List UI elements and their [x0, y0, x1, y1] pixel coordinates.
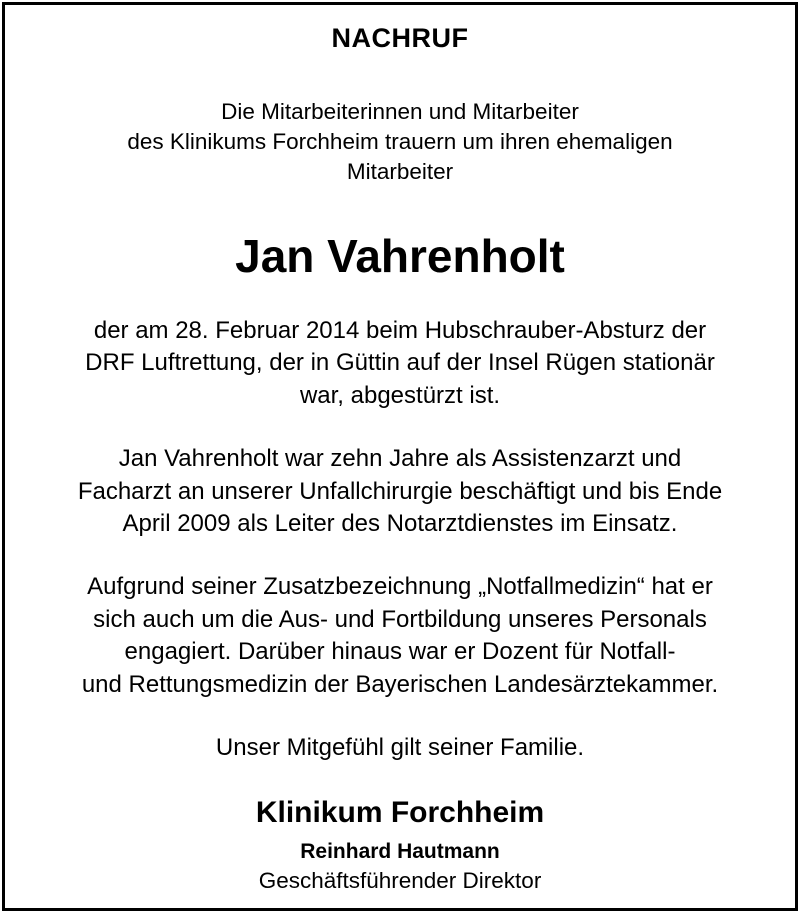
organization-name: Klinikum Forchheim	[255, 796, 545, 829]
paragraph-line: April 2009 als Leiter des Notarztdienstes im Einsatz.	[122, 510, 678, 537]
intro-line: des Klinikums Forchheim trauern um ihren ehemaligen	[127, 129, 673, 154]
paragraph-line: Facharzt an unserer Unfallchirurgie beschäftigt und bis Ende	[77, 478, 723, 505]
paragraph-line: der am 28. Februar 2014 beim Hubschrauber-Absturz der	[93, 317, 707, 344]
paragraph-line: war, abgestürzt ist.	[299, 382, 501, 409]
signer-name: Reinhard Hautmann	[300, 840, 500, 863]
signer-title: Geschäftsführender Direktor	[258, 868, 542, 893]
paragraph-line: sich auch um die Aus- und Fortbildung unseres Personals	[93, 606, 707, 633]
paragraph-line: Jan Vahrenholt war zehn Jahre als Assistenzarzt und	[118, 445, 682, 472]
paragraph-line: DRF Luftrettung, der in Güttin auf der Insel Rügen stationär	[85, 349, 715, 376]
deceased-name: Jan Vahrenholt	[235, 230, 565, 282]
intro-line: Mitarbeiter	[346, 159, 454, 184]
notice-heading: NACHRUF	[331, 23, 469, 53]
paragraph-line: Aufgrund seiner Zusatzbezeichnung „Notfallmedizin“ hat er	[87, 573, 713, 600]
obituary-notice	[2, 2, 798, 911]
intro-line: Die Mitarbeiterinnen und Mitarbeiter	[221, 99, 579, 124]
paragraph-line: und Rettungsmedizin der Bayerischen Landesärztekammer.	[81, 671, 719, 698]
condolence-line: Unser Mitgefühl gilt seiner Familie.	[215, 734, 585, 761]
paragraph-line: engagiert. Darüber hinaus war er Dozent für Notfall-	[124, 638, 676, 665]
